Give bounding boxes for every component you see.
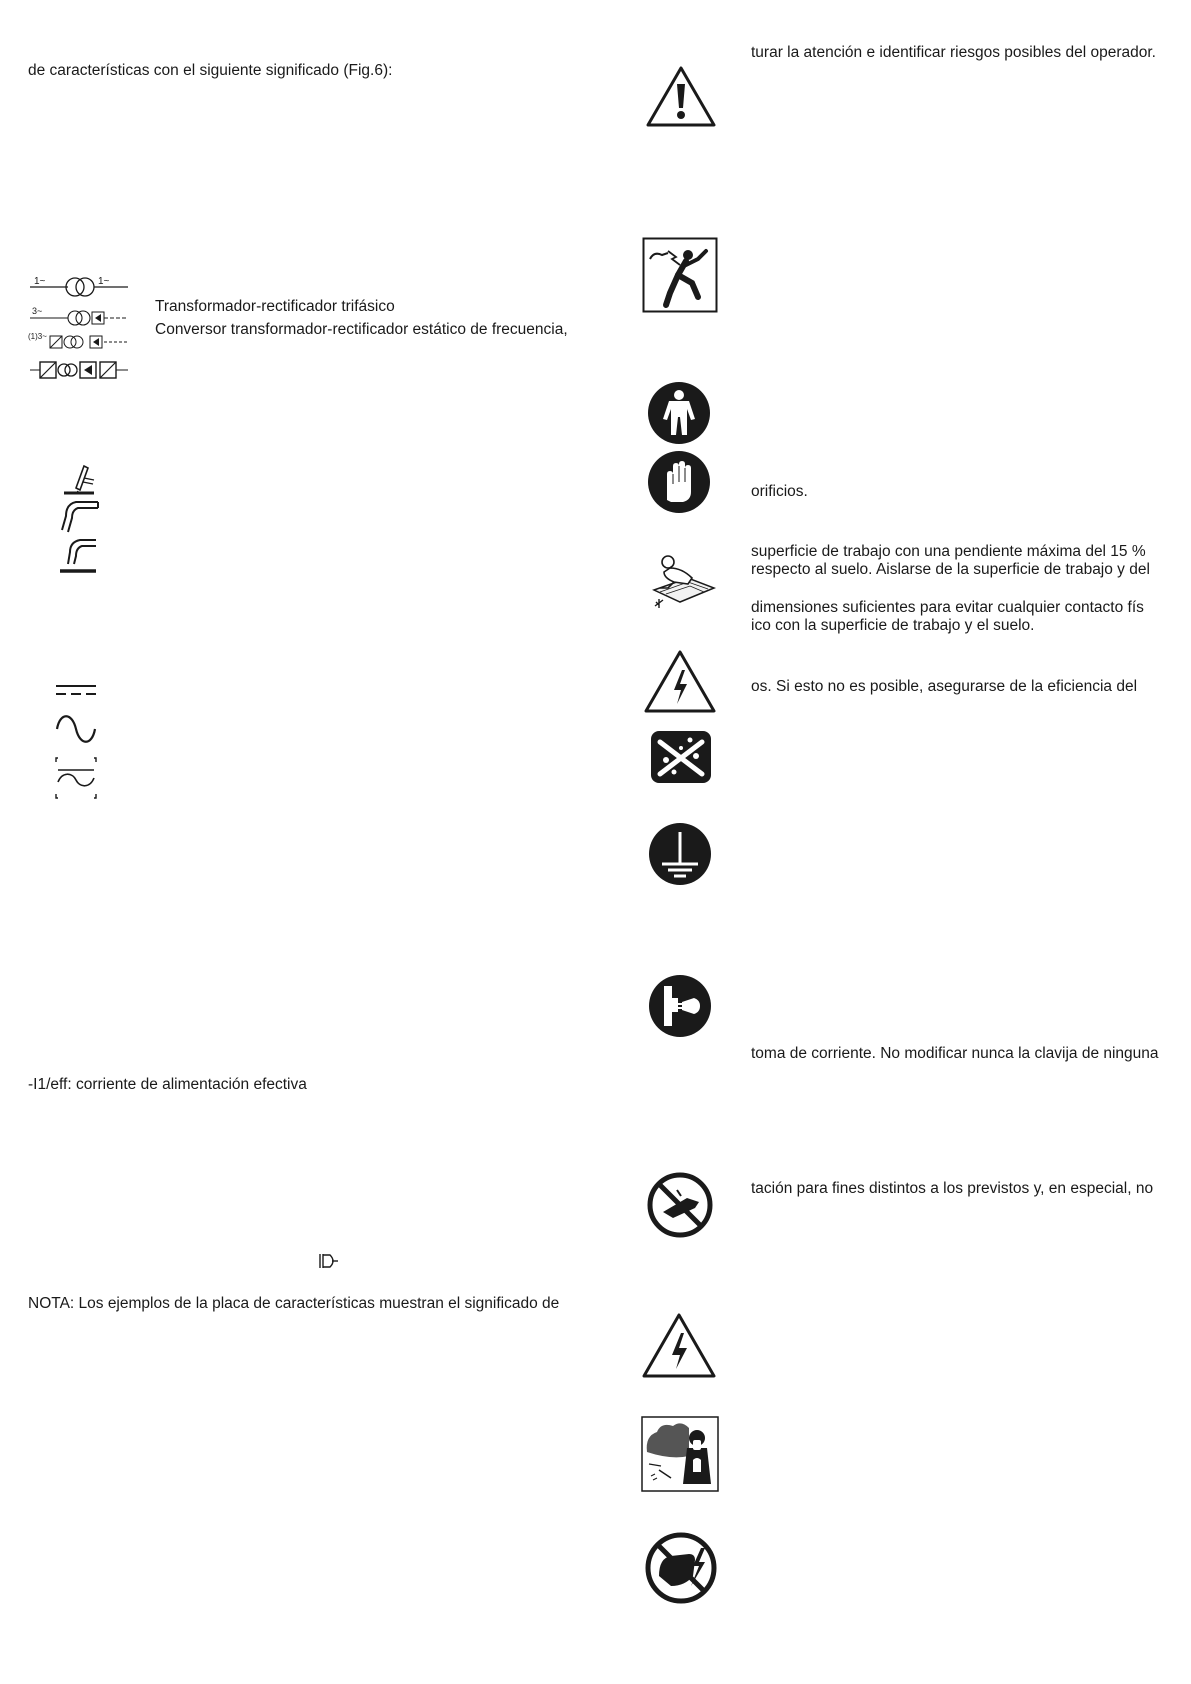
electric-shock-icon xyxy=(642,237,718,313)
work-surface-line-4: ico con la superficie de trabajo y el suelo. xyxy=(751,617,1035,634)
alternating-current-icon xyxy=(54,712,98,746)
work-surface-line-1: superficie de trabajo con una pendiente máxima del 15 % xyxy=(751,543,1146,560)
direct-current-icon xyxy=(54,682,98,698)
effective-current-line: -I1/eff: corriente de alimentación efectiva xyxy=(28,1076,307,1093)
high-voltage-warning-icon xyxy=(643,648,717,714)
mig-torch-icon xyxy=(58,536,100,574)
operator-risks-line: turar la atención e identificar riesgos posibles del operador. xyxy=(751,44,1156,61)
electrode-welding-icon xyxy=(60,460,100,496)
no-pipe-thawing-icon xyxy=(647,1172,713,1238)
efficiency-line: os. Si esto no es posible, asegurarse de la eficiencia del xyxy=(751,678,1138,695)
fume-protection-icon xyxy=(641,1416,719,1492)
holes-line: orificios. xyxy=(751,483,808,500)
unplug-before-service-icon xyxy=(648,974,712,1038)
outlet-line: toma de corriente. No modificar nunca la clavija de ninguna xyxy=(751,1045,1159,1062)
electric-hazard-warning-icon xyxy=(641,1311,717,1379)
protective-clothing-icon xyxy=(647,381,711,445)
no-electrical-contact-icon xyxy=(645,1532,717,1604)
plug-icon xyxy=(318,1252,340,1270)
insulating-mat-icon xyxy=(648,548,718,610)
no-water-icon xyxy=(650,730,712,784)
tig-torch-icon xyxy=(58,498,100,534)
one-three-phase-in-label: (1)3~ xyxy=(28,332,47,341)
ac-dc-current-icon xyxy=(54,756,98,800)
earth-ground-icon xyxy=(648,822,712,886)
work-surface-line-2: respecto al suelo. Aislarse de la superficie de trabajo y del xyxy=(751,561,1150,578)
work-surface-line-3: dimensiones suficientes para evitar cualquier contacto fís xyxy=(751,599,1144,616)
general-warning-icon xyxy=(645,64,717,128)
intro-line: de características con el siguiente significado (Fig.6): xyxy=(28,62,393,79)
single-phase-out-label: 1~ xyxy=(98,276,110,287)
transformer-symbols-icon xyxy=(28,272,133,387)
protective-gloves-icon xyxy=(647,450,711,514)
note-line: NOTA: Los ejemplos de la placa de características muestran el significado de xyxy=(28,1295,560,1312)
single-phase-in-label: 1~ xyxy=(34,276,46,287)
static-frequency-converter-label: Conversor transformador-rectificador estático de frecuencia, xyxy=(155,321,568,338)
transformer-three-phase-label: Transformador-rectificador trifásico xyxy=(155,298,395,315)
three-phase-in-label: 3~ xyxy=(32,306,43,316)
purpose-line: tación para fines distintos a los previstos y, en especial, no xyxy=(751,1180,1154,1197)
